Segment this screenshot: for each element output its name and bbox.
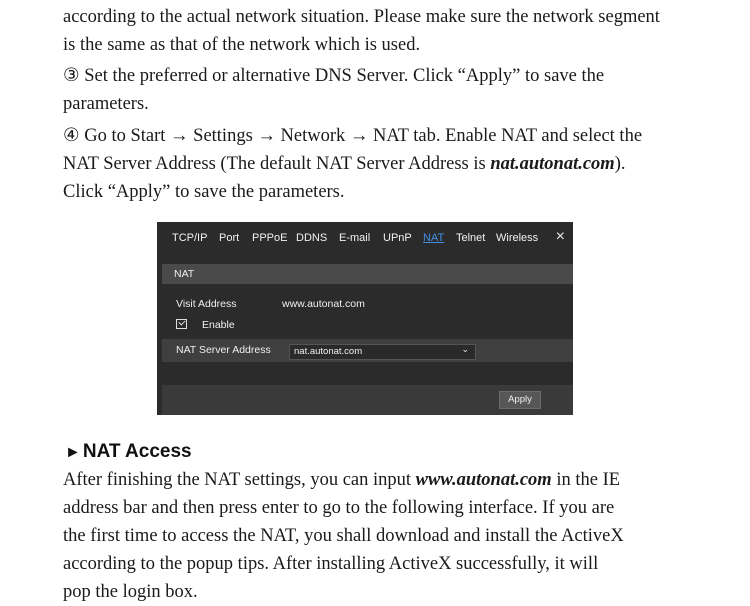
tab-email[interactable]: E-mail	[339, 232, 371, 244]
tab-wireless[interactable]: Wireless	[496, 232, 539, 244]
text-line	[63, 466, 703, 494]
text-run: After finishing the NAT settings, you can input	[63, 470, 416, 490]
tab-ddns[interactable]: DDNS	[296, 232, 328, 244]
chevron-down-icon: ⌄	[461, 344, 469, 354]
text-line: pop the login box.	[63, 582, 198, 602]
section-heading-nat-access	[65, 441, 192, 463]
text-run: ).	[614, 154, 626, 174]
tab-pppoe[interactable]: PPPoE	[252, 232, 288, 244]
close-icon[interactable]: ×	[555, 228, 565, 245]
paragraph-network-segment	[63, 3, 703, 59]
text-line: is the same as that of the network which is used.	[63, 35, 421, 55]
paragraph-nat-access	[63, 466, 703, 606]
tab-upnp[interactable]: UPnP	[383, 232, 412, 244]
tab-nat[interactable]: NAT	[423, 232, 445, 244]
text-line: according to the popup tips. After installing ActiveX successfully, it will	[63, 554, 599, 574]
nat-section-header	[162, 264, 573, 284]
text-line: ③ Set the preferred or alternative DNS Server. Click “Apply” to save the	[63, 66, 605, 86]
nat-server-value: nat.autonat.com	[294, 346, 363, 357]
default-nat-address: nat.autonat.com	[490, 154, 615, 174]
tab-tcpip[interactable]: TCP/IP	[172, 232, 208, 244]
text-run: in the IE	[551, 470, 621, 490]
paragraph-dns-step	[63, 62, 703, 118]
nat-server-select[interactable]	[289, 344, 476, 360]
text-line: parameters.	[63, 94, 149, 114]
nat-access-url: www.autonat.com	[415, 470, 552, 490]
paragraph-nat-step	[63, 122, 703, 206]
text-line	[63, 150, 703, 178]
text-line: ④ Go to Start → Settings → Network → NAT tab. Enable NAT and select the	[63, 126, 643, 146]
nat-server-row	[162, 339, 573, 362]
text-line: address bar and then press enter to go to the following interface. If you are	[63, 498, 615, 518]
section-title: NAT Access	[82, 441, 192, 462]
section-title: NAT	[174, 268, 195, 280]
visit-address-label: Visit Address	[176, 298, 237, 310]
panel-footer	[162, 385, 573, 415]
text-line: the first time to access the NAT, you shall download and install the ActiveX	[63, 526, 624, 546]
network-tabs	[157, 222, 573, 256]
tab-port[interactable]: Port	[219, 232, 240, 244]
enable-checkbox[interactable]	[176, 319, 187, 329]
enable-label: Enable	[202, 319, 235, 331]
visit-address-value: www.autonat.com	[282, 298, 365, 310]
apply-button[interactable]: Apply	[499, 391, 541, 409]
text-line: according to the actual network situation. Please make sure the network segment	[63, 7, 660, 27]
nat-server-label: NAT Server Address	[176, 344, 271, 356]
text-run: NAT Server Address (The default NAT Server Address is	[63, 154, 491, 174]
text-line: Click “Apply” to save the parameters.	[63, 182, 345, 202]
triangle-marker-icon: ►	[65, 444, 81, 461]
nat-settings-screenshot	[157, 222, 573, 415]
tab-telnet[interactable]: Telnet	[456, 232, 486, 244]
